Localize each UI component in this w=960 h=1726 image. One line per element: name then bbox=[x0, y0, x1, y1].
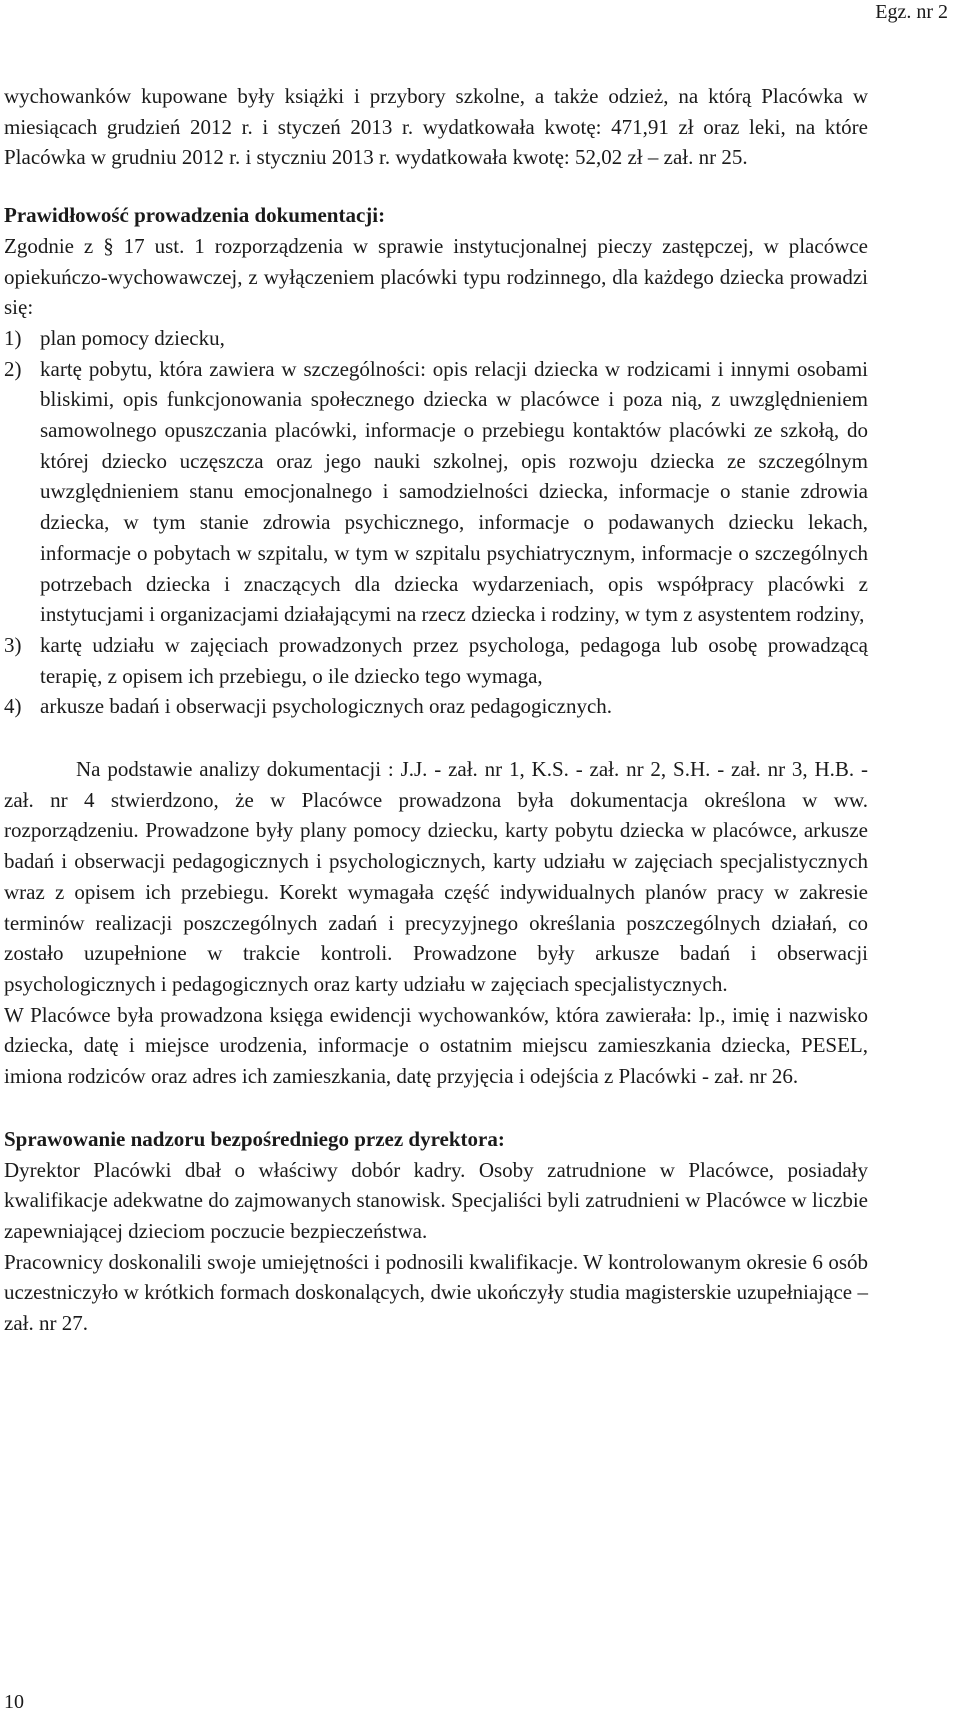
section-heading-supervision: Sprawowanie nadzoru bezpośredniego przez dyrektora: bbox=[4, 1126, 505, 1151]
staff-selection-paragraph: Dyrektor Placówki dbał o właściwy dobór kadry. Osoby zatrudnione w Placówce, posiadały kwalifikacje adekwatne do zajmowanych stanowisk. Specjaliści byli zatrudnieni w Placówce w liczbie zapewniającej dzieciom poczucie bezpieczeństwa. bbox=[4, 1157, 868, 1243]
spacer bbox=[4, 173, 868, 200]
list-item-number: 1) bbox=[4, 325, 22, 350]
register-paragraph: W Placówce była prowadzona księga ewidencji wychowanków, która zawierała: lp., imię i nazwisko dziecka, datę i miejsce urodzenia, informacje o ostatnim miejscu zamieszkania dziecka, PESEL, imiona rodziców oraz adres ich zamieszkania, datę przyjęcia i odejścia z Placówki - zał. nr 26. bbox=[4, 1002, 868, 1089]
list-item-text: kartę udziału w zajęciach prowadzonych przez psychologa, pedagoga lub osobę prowadzącą terapię, z opisem ich przebiegu, o ile dziecko tego wymaga, bbox=[40, 632, 868, 688]
spacer bbox=[4, 1092, 868, 1124]
list-item bbox=[4, 354, 868, 630]
staff-training-paragraph: Pracownicy doskonalili swoje umiejętności i podnosili kwalifikacje. W kontrolowanym okresie 6 osób uczestniczyło w krótkich formach doskonalących, dwie ukończyły studia magisterskie uzupełniające – zał. nr 27. bbox=[4, 1249, 868, 1336]
copy-number-label: Egz. nr 2 bbox=[875, 1, 948, 23]
list-item-text: plan pomocy dziecku, bbox=[40, 325, 225, 350]
section-heading-documentation: Prawidłowość prowadzenia dokumentacji: bbox=[4, 203, 386, 228]
list-item bbox=[4, 323, 868, 354]
list-item-number: 3) bbox=[4, 632, 22, 657]
list-item-text: kartę pobytu, która zawiera w szczególności: opis relacji dziecka w rodzicami i innymi osobami bliskimi, opis funkcjonowania społecznego dziecka w placówce i poza nią, z uwzględnieniem samowolnego opuszczania placówki, informacje o przebiegu kontaktów placówki ze szkołą, do której dziecko uczęszcza oraz jego nauki szkolnej, opis rozwoju dziecka ze szczególnym uwzględnieniem stanu emocjonalnego i samodzielności dziecka, informacje o stanie zdrowia dziecka, w tym stanie zdrowia psychicznego, informacje o podawanych dziecku lekach, informacje o pobytach w szpitalu, w tym w szpitalu psychiatrycznym, informacje o szczególnych potrzebach dziecka i znaczących dla dziecka wydarzeniach, opis współpracy placówki z instytucjami i organizacjami działającymi na rzecz dziecka i rodziny, w tym z asystentem rodziny, bbox=[40, 356, 868, 627]
regulation-lead-paragraph: Zgodnie z § 17 ust. 1 rozporządzenia w sprawie instytucjonalnej pieczy zastępczej, w placówce opiekuńczo-wychowawczej, z wyłączeniem placówki typu rodzinnego, dla każdego dziecka prowadzi się: bbox=[4, 233, 868, 320]
list-item-number: 2) bbox=[4, 356, 22, 381]
page-number: 10 bbox=[4, 1691, 24, 1713]
documentation-list bbox=[4, 323, 868, 722]
list-item bbox=[4, 630, 868, 691]
analysis-paragraph: Na podstawie analizy dokumentacji : J.J. - zał. nr 1, K.S. - zał. nr 2, S.H. - zał. nr 3, H.B. - zał. nr 4 stwierdzono, że w Placówce prowadzona była dokumentacja określona w ww. rozporządzeniu. Prowadzone były plany pomocy dziecku, karty pobytu dziecka w placówce, arkusze badań i obserwacji pedagogicznych i psychologicznych, karty udziału w zajęciach specjalistycznych wraz z opisem ich przebiegu. Korekt wymagała część indywidualnych planów pracy w zakresie terminów realizacji poszczególnych zadań i precyzyjnego określania poszczególnych działań, co zostało uzupełnione w trakcie kontroli. Prowadzone były arkusze badań i obserwacji psychologicznych i pedagogicznych oraz karty udziału w zajęciach specjalistycznych. bbox=[4, 757, 868, 996]
document-body bbox=[4, 81, 868, 1339]
list-item bbox=[4, 691, 868, 722]
intro-paragraph: wychowanków kupowane były książki i przybory szkolne, a także odzież, na którą Placówka w miesiącach grudzień 2012 r. i styczeń 2013 r. wydatkowała kwotę: 471,91 zł oraz leki, na które Placówka w grudniu 2012 r. i styczniu 2013 r. wydatkowała kwotę: 52,02 zł – zał. nr 25. bbox=[4, 84, 868, 170]
list-item-text: arkusze badań i obserwacji psychologicznych oraz pedagogicznych. bbox=[40, 694, 613, 719]
spacer bbox=[4, 722, 868, 754]
list-item-number: 4) bbox=[4, 694, 22, 719]
